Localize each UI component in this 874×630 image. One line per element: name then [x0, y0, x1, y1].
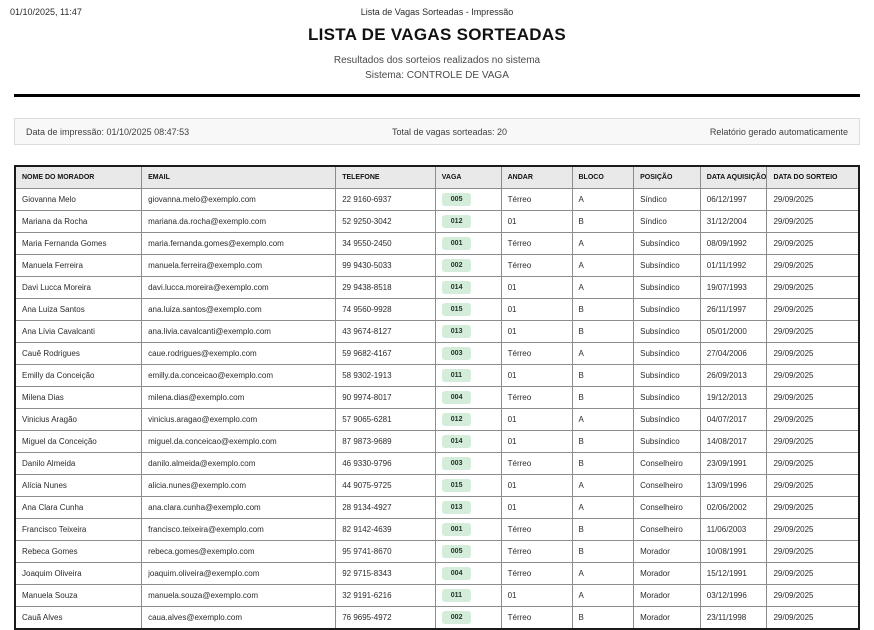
cell-data-sorteio: 29/09/2025	[767, 541, 859, 563]
cell-nome-morador: Rebeca Gomes	[15, 541, 142, 563]
info-bar	[14, 118, 860, 145]
cell-bloco: B	[572, 299, 634, 321]
cell-posicao: Subsíndico	[634, 277, 701, 299]
vaga-badge: 003	[442, 347, 472, 360]
cell-andar: Térreo	[501, 541, 572, 563]
cell-vaga	[435, 409, 501, 431]
cell-bloco: A	[572, 585, 634, 607]
cell-telefone: 76 9695-4972	[336, 607, 436, 630]
cell-vaga	[435, 387, 501, 409]
cell-data-sorteio: 29/09/2025	[767, 475, 859, 497]
vaga-badge: 011	[442, 589, 471, 602]
cell-andar: Térreo	[501, 233, 572, 255]
cell-bloco: A	[572, 189, 634, 211]
cell-telefone: 99 9430-5033	[336, 255, 436, 277]
cell-data-sorteio: 29/09/2025	[767, 607, 859, 630]
cell-email: caue.rodrigues@exemplo.com	[142, 343, 336, 365]
cell-vaga	[435, 541, 501, 563]
cell-posicao: Morador	[634, 607, 701, 630]
cell-nome-morador: Mariana da Rocha	[15, 211, 142, 233]
column-header: EMAIL	[142, 166, 336, 189]
cell-bloco: A	[572, 475, 634, 497]
cell-data-sorteio: 29/09/2025	[767, 277, 859, 299]
cell-data-sorteio: 29/09/2025	[767, 299, 859, 321]
cell-email: emilly.da.conceicao@exemplo.com	[142, 365, 336, 387]
table-row	[15, 211, 859, 233]
cell-telefone: 95 9741-8670	[336, 541, 436, 563]
print-header	[0, 0, 874, 16]
cell-vaga	[435, 453, 501, 475]
cell-data-aquisicao: 04/07/2017	[700, 409, 767, 431]
cell-nome-morador: Giovanna Melo	[15, 189, 142, 211]
vaga-badge: 015	[442, 303, 472, 316]
cell-telefone: 57 9065-6281	[336, 409, 436, 431]
table-row	[15, 585, 859, 607]
cell-nome-morador: Ana Lívia Cavalcanti	[15, 321, 142, 343]
table-row	[15, 299, 859, 321]
vaga-badge: 001	[442, 523, 472, 536]
table-row	[15, 233, 859, 255]
cell-data-sorteio: 29/09/2025	[767, 431, 859, 453]
cell-andar: 01	[501, 211, 572, 233]
cell-telefone: 90 9974-8017	[336, 387, 436, 409]
cell-posicao: Subsíndico	[634, 343, 701, 365]
cell-telefone: 22 9160-6937	[336, 189, 436, 211]
cell-nome-morador: Davi Lucca Moreira	[15, 277, 142, 299]
cell-vaga	[435, 277, 501, 299]
cell-andar: Térreo	[501, 387, 572, 409]
cell-posicao: Síndico	[634, 189, 701, 211]
cell-data-aquisicao: 15/12/1991	[700, 563, 767, 585]
cell-data-aquisicao: 14/08/2017	[700, 431, 767, 453]
cell-bloco: B	[572, 541, 634, 563]
cell-data-sorteio: 29/09/2025	[767, 255, 859, 277]
table-row	[15, 519, 859, 541]
cell-vaga	[435, 299, 501, 321]
cell-email: rebeca.gomes@exemplo.com	[142, 541, 336, 563]
cell-vaga	[435, 365, 501, 387]
column-header: ANDAR	[501, 166, 572, 189]
table-row	[15, 607, 859, 630]
cell-bloco: A	[572, 277, 634, 299]
cell-data-aquisicao: 23/09/1991	[700, 453, 767, 475]
cell-email: ana.luiza.santos@exemplo.com	[142, 299, 336, 321]
table-row	[15, 409, 859, 431]
column-header: DATA DO SORTEIO	[767, 166, 859, 189]
cell-bloco: B	[572, 365, 634, 387]
cell-nome-morador: Manuela Ferreira	[15, 255, 142, 277]
table-row	[15, 453, 859, 475]
cell-nome-morador: Miguel da Conceição	[15, 431, 142, 453]
table-header-row	[15, 166, 859, 189]
cell-andar: Térreo	[501, 453, 572, 475]
cell-andar: 01	[501, 409, 572, 431]
cell-email: vinicius.aragao@exemplo.com	[142, 409, 336, 431]
cell-telefone: 44 9075-9725	[336, 475, 436, 497]
cell-posicao: Morador	[634, 585, 701, 607]
cell-nome-morador: Manuela Souza	[15, 585, 142, 607]
cell-andar: 01	[501, 321, 572, 343]
cell-data-sorteio: 29/09/2025	[767, 563, 859, 585]
vaga-badge: 013	[442, 501, 472, 514]
cell-data-aquisicao: 13/09/1996	[700, 475, 767, 497]
cell-andar: Térreo	[501, 563, 572, 585]
table-row	[15, 321, 859, 343]
table-row	[15, 255, 859, 277]
cell-vaga	[435, 189, 501, 211]
cell-bloco: B	[572, 607, 634, 630]
cell-nome-morador: Cauê Rodrigues	[15, 343, 142, 365]
cell-posicao: Morador	[634, 563, 701, 585]
vaga-badge: 001	[442, 237, 472, 250]
cell-posicao: Conselheiro	[634, 519, 701, 541]
report-subtitle: Resultados dos sorteios realizados no sistema	[333, 55, 541, 66]
column-header: POSIÇÃO	[634, 166, 701, 189]
info-auto-note: Relatório gerado automaticamente	[709, 126, 848, 137]
column-header: BLOCO	[572, 166, 634, 189]
print-datetime: 01/10/2025, 11:47	[10, 7, 82, 17]
cell-posicao: Subsíndico	[634, 255, 701, 277]
cell-telefone: 43 9674-8127	[336, 321, 436, 343]
cell-data-sorteio: 29/09/2025	[767, 321, 859, 343]
results-table-container	[14, 165, 860, 630]
cell-email: mariana.da.rocha@exemplo.com	[142, 211, 336, 233]
cell-nome-morador: Danilo Almeida	[15, 453, 142, 475]
cell-andar: 01	[501, 299, 572, 321]
cell-email: miguel.da.conceicao@exemplo.com	[142, 431, 336, 453]
cell-bloco: B	[572, 453, 634, 475]
cell-email: giovanna.melo@exemplo.com	[142, 189, 336, 211]
cell-data-aquisicao: 26/11/1997	[700, 299, 767, 321]
header-divider	[14, 94, 860, 97]
cell-andar: 01	[501, 277, 572, 299]
cell-bloco: B	[572, 211, 634, 233]
cell-posicao: Síndico	[634, 211, 701, 233]
cell-telefone: 82 9142-4639	[336, 519, 436, 541]
table-row	[15, 189, 859, 211]
table-row	[15, 277, 859, 299]
cell-nome-morador: Ana Luiza Santos	[15, 299, 142, 321]
table-row	[15, 387, 859, 409]
cell-bloco: B	[572, 431, 634, 453]
table-row	[15, 475, 859, 497]
cell-data-aquisicao: 02/06/2002	[700, 497, 767, 519]
cell-data-aquisicao: 23/11/1998	[700, 607, 767, 630]
cell-data-aquisicao: 06/12/1997	[700, 189, 767, 211]
cell-bloco: A	[572, 497, 634, 519]
vaga-badge: 002	[442, 611, 472, 624]
cell-email: davi.lucca.moreira@exemplo.com	[142, 277, 336, 299]
cell-bloco: A	[572, 563, 634, 585]
cell-email: alicia.nunes@exemplo.com	[142, 475, 336, 497]
table-row	[15, 497, 859, 519]
cell-vaga	[435, 431, 501, 453]
vaga-badge: 005	[442, 193, 472, 206]
cell-andar: Térreo	[501, 255, 572, 277]
vaga-badge: 004	[442, 567, 472, 580]
cell-data-aquisicao: 10/08/1991	[700, 541, 767, 563]
cell-email: maria.fernanda.gomes@exemplo.com	[142, 233, 336, 255]
cell-nome-morador: Joaquim Oliveira	[15, 563, 142, 585]
cell-vaga	[435, 607, 501, 630]
cell-data-sorteio: 29/09/2025	[767, 365, 859, 387]
cell-nome-morador: Maria Fernanda Gomes	[15, 233, 142, 255]
cell-data-aquisicao: 01/11/1992	[700, 255, 767, 277]
cell-posicao: Subsíndico	[634, 321, 701, 343]
cell-telefone: 92 9715-8343	[336, 563, 436, 585]
vaga-badge: 013	[442, 325, 472, 338]
vaga-badge: 011	[442, 369, 471, 382]
cell-nome-morador: Ana Clara Cunha	[15, 497, 142, 519]
cell-telefone: 28 9134-4927	[336, 497, 436, 519]
cell-posicao: Morador	[634, 541, 701, 563]
cell-vaga	[435, 233, 501, 255]
cell-andar: 01	[501, 585, 572, 607]
cell-andar: 01	[501, 497, 572, 519]
cell-telefone: 46 9330-9796	[336, 453, 436, 475]
cell-telefone: 58 9302-1913	[336, 365, 436, 387]
cell-vaga	[435, 255, 501, 277]
cell-andar: 01	[501, 431, 572, 453]
cell-telefone: 74 9560-9928	[336, 299, 436, 321]
cell-nome-morador: Francisco Teixeira	[15, 519, 142, 541]
cell-posicao: Subsíndico	[634, 365, 701, 387]
cell-vaga	[435, 585, 501, 607]
table-row	[15, 563, 859, 585]
cell-andar: 01	[501, 475, 572, 497]
cell-posicao: Subsíndico	[634, 299, 701, 321]
cell-data-aquisicao: 19/12/2013	[700, 387, 767, 409]
cell-nome-morador: Alícia Nunes	[15, 475, 142, 497]
cell-posicao: Conselheiro	[634, 497, 701, 519]
column-header: VAGA	[435, 166, 501, 189]
table-row	[15, 365, 859, 387]
cell-data-aquisicao: 03/12/1996	[700, 585, 767, 607]
cell-posicao: Subsíndico	[634, 409, 701, 431]
vaga-badge: 005	[442, 545, 472, 558]
cell-email: francisco.teixeira@exemplo.com	[142, 519, 336, 541]
cell-data-aquisicao: 31/12/2004	[700, 211, 767, 233]
cell-email: joaquim.oliveira@exemplo.com	[142, 563, 336, 585]
cell-vaga	[435, 497, 501, 519]
column-header: TELEFONE	[336, 166, 436, 189]
report-system-line: Sistema: CONTROLE DE VAGA	[365, 70, 509, 81]
cell-vaga	[435, 475, 501, 497]
cell-email: caua.alves@exemplo.com	[142, 607, 336, 630]
cell-data-sorteio: 29/09/2025	[767, 453, 859, 475]
table-row	[15, 431, 859, 453]
cell-vaga	[435, 563, 501, 585]
cell-bloco: A	[572, 343, 634, 365]
cell-andar: Térreo	[501, 189, 572, 211]
cell-vaga	[435, 519, 501, 541]
vaga-badge: 012	[442, 215, 472, 228]
vaga-badge: 014	[442, 281, 472, 294]
cell-data-aquisicao: 05/01/2000	[700, 321, 767, 343]
cell-andar: Térreo	[501, 607, 572, 630]
cell-andar: Térreo	[501, 519, 572, 541]
cell-telefone: 34 9550-2450	[336, 233, 436, 255]
vaga-badge: 014	[442, 435, 472, 448]
cell-nome-morador: Milena Dias	[15, 387, 142, 409]
column-header: DATA AQUISIÇÃO	[700, 166, 767, 189]
cell-vaga	[435, 343, 501, 365]
cell-bloco: A	[572, 409, 634, 431]
cell-bloco: A	[572, 233, 634, 255]
cell-telefone: 59 9682-4167	[336, 343, 436, 365]
cell-posicao: Subsíndico	[634, 233, 701, 255]
cell-data-sorteio: 29/09/2025	[767, 211, 859, 233]
cell-data-sorteio: 29/09/2025	[767, 409, 859, 431]
cell-data-sorteio: 29/09/2025	[767, 189, 859, 211]
cell-telefone: 29 9438-8518	[336, 277, 436, 299]
cell-nome-morador: Vinicius Aragão	[15, 409, 142, 431]
cell-bloco: B	[572, 519, 634, 541]
cell-data-sorteio: 29/09/2025	[767, 585, 859, 607]
table-row	[15, 541, 859, 563]
cell-data-aquisicao: 11/06/2003	[700, 519, 767, 541]
cell-nome-morador: Emilly da Conceição	[15, 365, 142, 387]
cell-data-aquisicao: 27/04/2006	[700, 343, 767, 365]
cell-email: manuela.ferreira@exemplo.com	[142, 255, 336, 277]
cell-vaga	[435, 211, 501, 233]
cell-posicao: Subsíndico	[634, 387, 701, 409]
cell-data-sorteio: 29/09/2025	[767, 233, 859, 255]
cell-data-sorteio: 29/09/2025	[767, 343, 859, 365]
cell-nome-morador: Cauã Alves	[15, 607, 142, 630]
info-total-vagas: Total de vagas sorteadas: 20	[391, 126, 508, 137]
cell-email: danilo.almeida@exemplo.com	[142, 453, 336, 475]
cell-telefone: 87 9873-9689	[336, 431, 436, 453]
vaga-badge: 012	[442, 413, 472, 426]
cell-telefone: 32 9191-6216	[336, 585, 436, 607]
vaga-badge: 002	[442, 259, 472, 272]
cell-bloco: B	[572, 387, 634, 409]
cell-bloco: B	[572, 321, 634, 343]
vaga-badge: 004	[442, 391, 472, 404]
cell-email: ana.clara.cunha@exemplo.com	[142, 497, 336, 519]
column-header: NOME DO MORADOR	[15, 166, 142, 189]
cell-data-sorteio: 29/09/2025	[767, 519, 859, 541]
cell-telefone: 52 9250-3042	[336, 211, 436, 233]
cell-data-aquisicao: 19/07/1993	[700, 277, 767, 299]
cell-posicao: Conselheiro	[634, 475, 701, 497]
table-row	[15, 343, 859, 365]
cell-data-aquisicao: 26/09/2013	[700, 365, 767, 387]
page-title: LISTA DE VAGAS SORTEADAS	[307, 25, 567, 44]
cell-posicao: Conselheiro	[634, 453, 701, 475]
cell-posicao: Subsíndico	[634, 431, 701, 453]
cell-andar: 01	[501, 365, 572, 387]
cell-bloco: A	[572, 255, 634, 277]
vagas-table	[14, 165, 860, 630]
print-document-title: Lista de Vagas Sorteadas - Impressão	[360, 7, 514, 17]
cell-email: milena.dias@exemplo.com	[142, 387, 336, 409]
cell-data-sorteio: 29/09/2025	[767, 387, 859, 409]
cell-data-aquisicao: 08/09/1992	[700, 233, 767, 255]
cell-email: ana.livia.cavalcanti@exemplo.com	[142, 321, 336, 343]
cell-email: manuela.souza@exemplo.com	[142, 585, 336, 607]
info-printed-at: Data de impressão: 01/10/2025 08:47:53	[26, 126, 190, 137]
cell-data-sorteio: 29/09/2025	[767, 497, 859, 519]
vaga-badge: 003	[442, 457, 472, 470]
table-body	[15, 189, 859, 630]
cell-andar: Térreo	[501, 343, 572, 365]
vaga-badge: 015	[442, 479, 472, 492]
cell-vaga	[435, 321, 501, 343]
